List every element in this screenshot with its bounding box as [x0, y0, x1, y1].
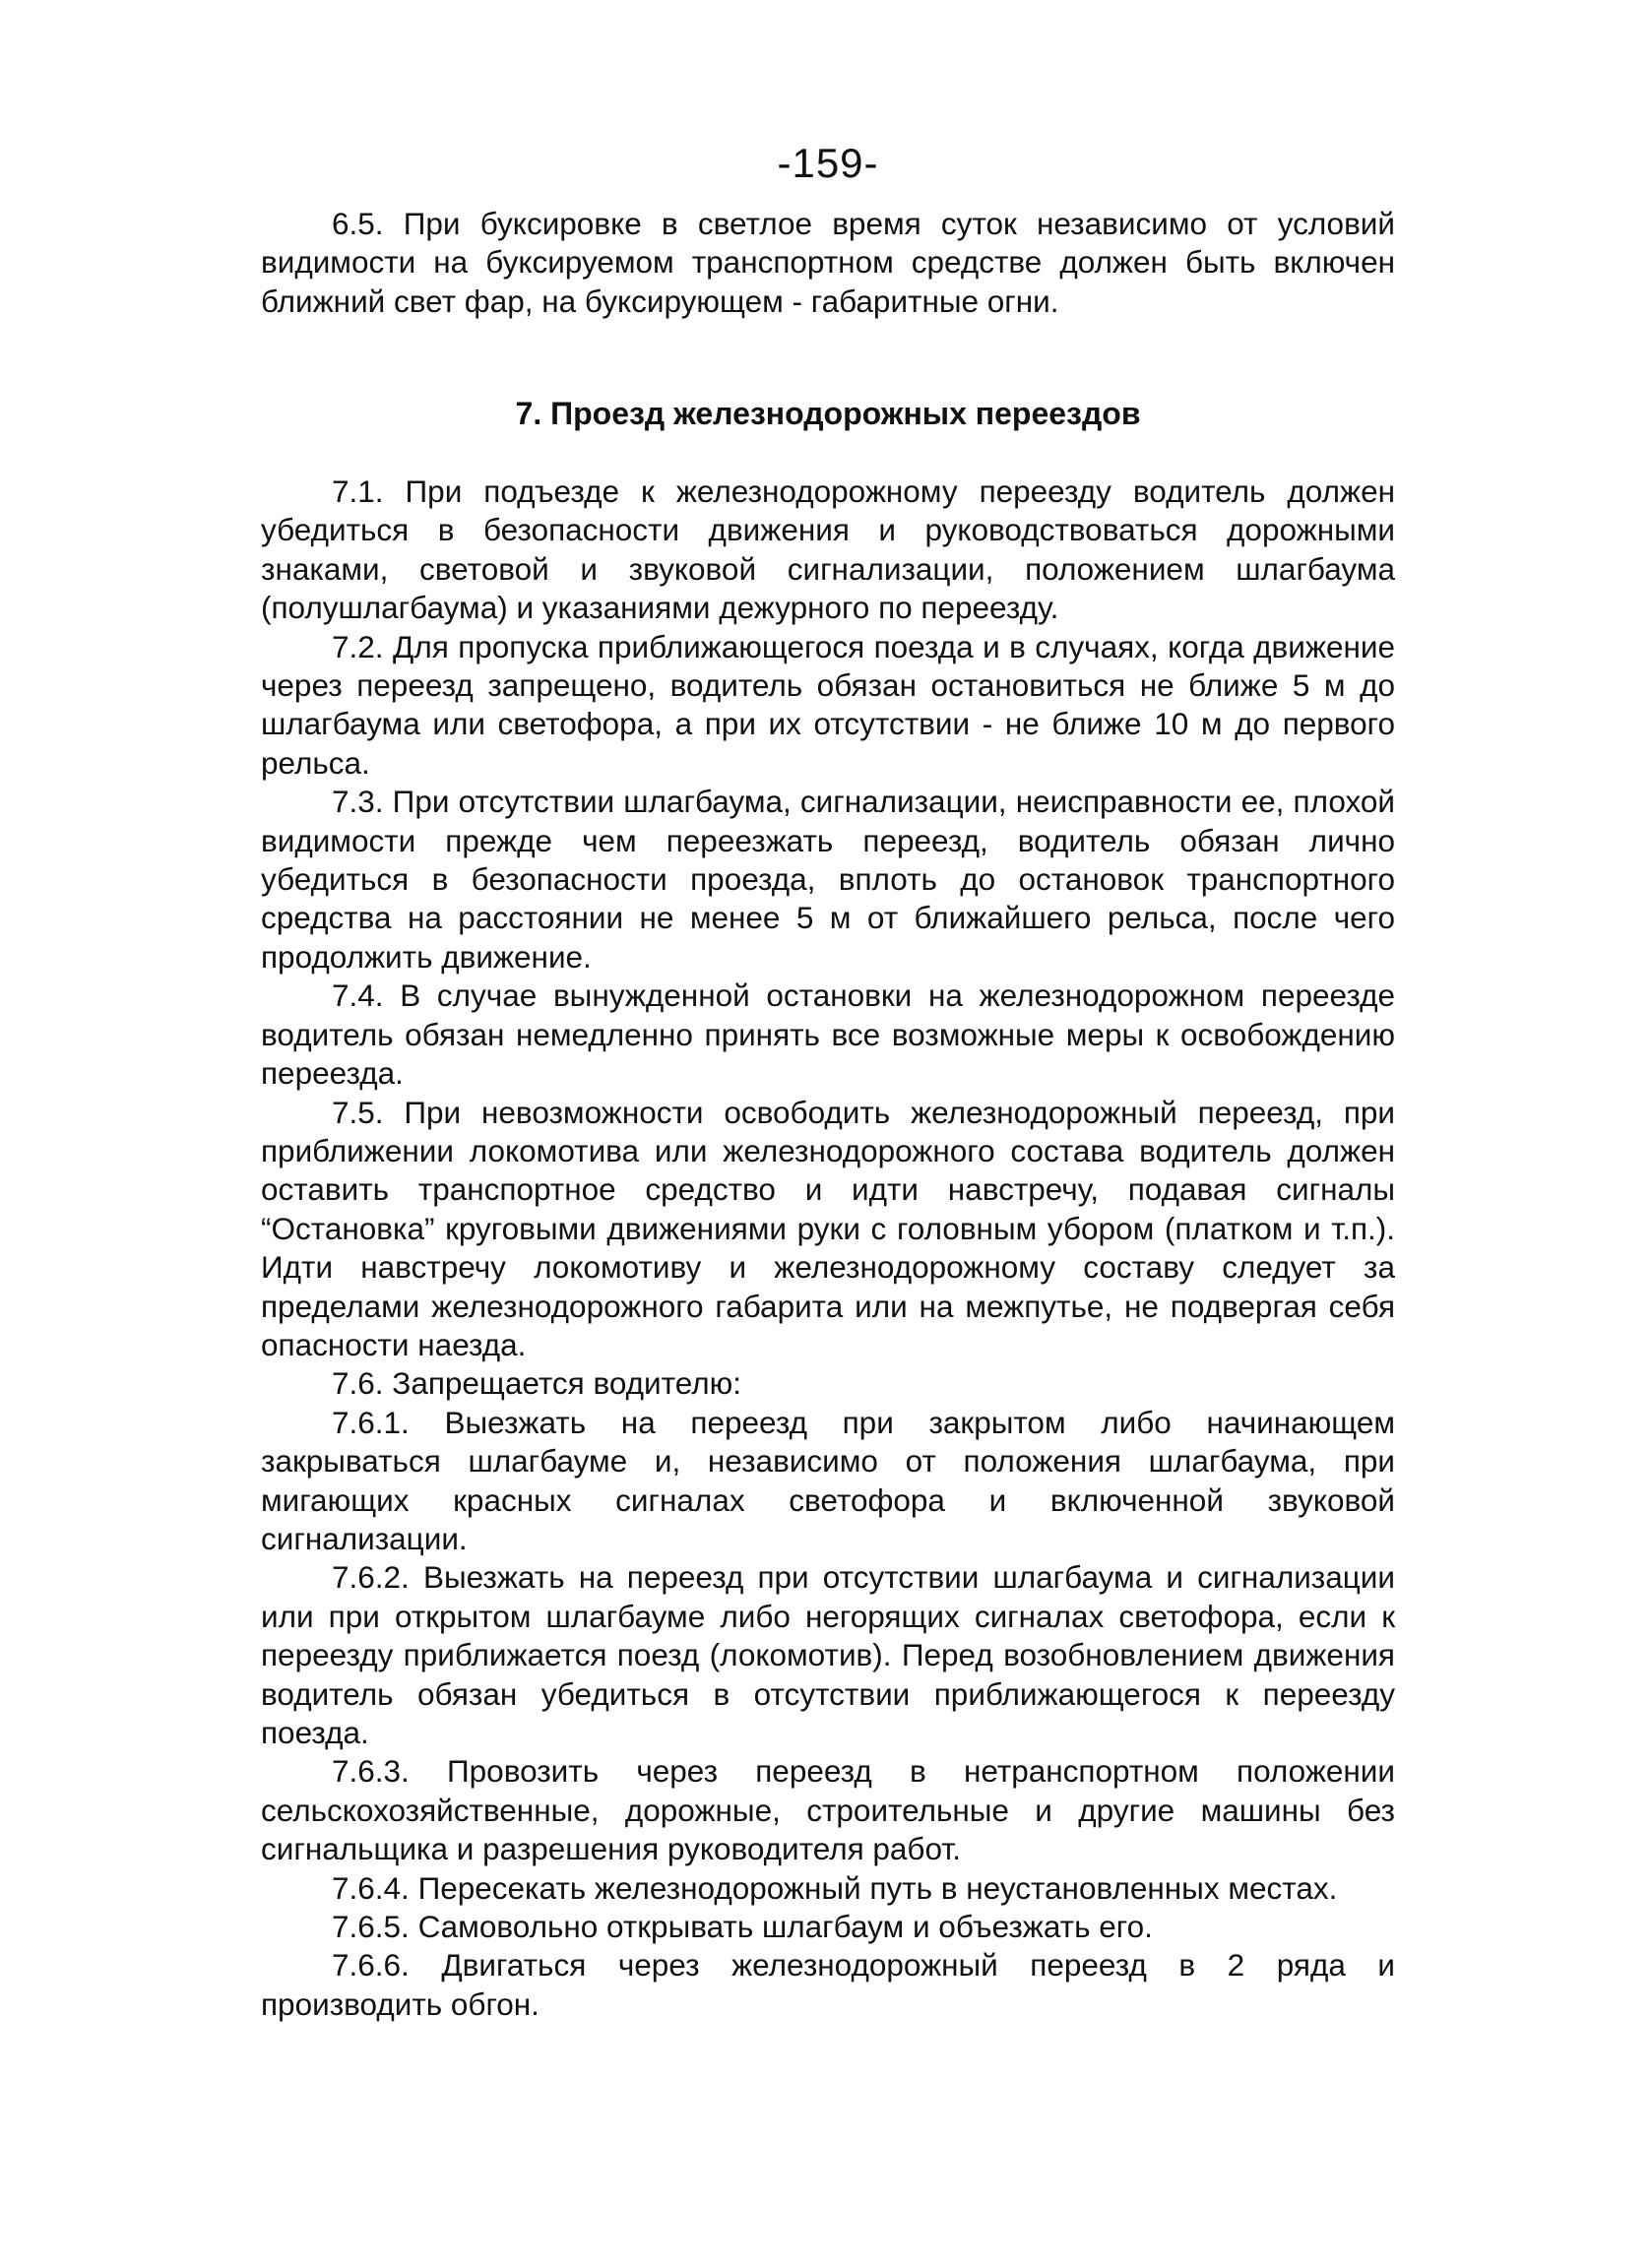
- paragraph-7-6-1: 7.6.1. Выезжать на переезд при закрытом либо начинающем закрываться шлагбауме и, независимо от положения шлагбаума, при мигающих красных сигналах светофора и включенной звуковой сигнализации.: [261, 1404, 1395, 1556]
- section-6-5: [261, 205, 1395, 321]
- paragraph-7-1: 7.1. При подъезде к железнодорожному переезду водитель должен убедиться в безопасности движения и руководствоваться дорожными знаками, световой и звуковой сигнализации, положением шлагбаума (полушлагбаума) и указаниями дежурного по переезду.: [261, 473, 1395, 626]
- paragraph-7-6-5: 7.6.5. Самовольно открывать шлагбаум и объезжать его.: [332, 1909, 1153, 1945]
- paragraph-7-6-2: 7.6.2. Выезжать на переезд при отсутствии шлагбаума и сигнализации или при открытом шлагбауме либо негорящих сигналах светофора, если к переезду приближается поезд (локомотив). Перед возобновлением движения водитель обязан убедиться в отсутствии приближающегося к переезду поезда.: [261, 1559, 1395, 1750]
- section-7-body: [261, 472, 1395, 2024]
- page-number: -159-: [777, 140, 879, 186]
- section-7-heading: 7. Проезд железнодорожных переездов: [515, 396, 1141, 431]
- paragraph-7-5: 7.5. При невозможности освободить железнодорожный переезд, при приближении локомотива или железнодорожного состава водитель должен оставить транспортное средство и идти навстречу, подавая сигналы “Остановка” круговыми движениями руки с головным убором (платком и т.п.). Идти навстречу локомотиву и железнодорожному составу следует за пределами железнодорожного габарита или на межпутье, не подвергая себя опасности наезда.: [261, 1094, 1395, 1362]
- paragraph-6-5: 6.5. При буксировке в светлое время суток независимо от условий видимости на буксируемом транспортном средстве должен быть включен ближний свет фар, на буксирующем - габаритные огни.: [261, 206, 1395, 319]
- paragraph-7-6-3: 7.6.3. Провозить через переезд в нетранспортном положении сельскохозяйственные, дорожные, строительные и другие машины без сигнальщика и разрешения руководителя работ.: [261, 1753, 1395, 1867]
- paragraph-7-6-6: 7.6.6. Двигаться через железнодорожный переезд в 2 ряда и производить обгон.: [261, 1947, 1395, 2022]
- paragraph-7-2: 7.2. Для пропуска приближающегося поезда и в случаях, когда движение через переезд запрещено, водитель обязан остановиться не ближе 5 м до шлагбаума или светофора, а при их отсутствии - не ближе 10 м до первого рельса.: [261, 628, 1395, 781]
- paragraph-7-4: 7.4. В случае вынужденной остановки на железнодорожном переезде водитель обязан немедленно принять все возможные меры к освобождению переезда.: [261, 977, 1395, 1092]
- paragraph-7-6-4: 7.6.4. Пересекать железнодорожный путь в неустановленных местах.: [332, 1869, 1338, 1906]
- paragraph-7-6: 7.6. Запрещается водителю:: [332, 1365, 741, 1402]
- paragraph-7-3: 7.3. При отсутствии шлагбаума, сигнализации, неисправности ее, плохой видимости прежде чем переезжать переезд, водитель обязан лично убедиться в безопасности проезда, вплоть до остановок транспортного средства на расстоянии не менее 5 м от ближайшего рельса, после чего продолжить движение.: [261, 784, 1395, 975]
